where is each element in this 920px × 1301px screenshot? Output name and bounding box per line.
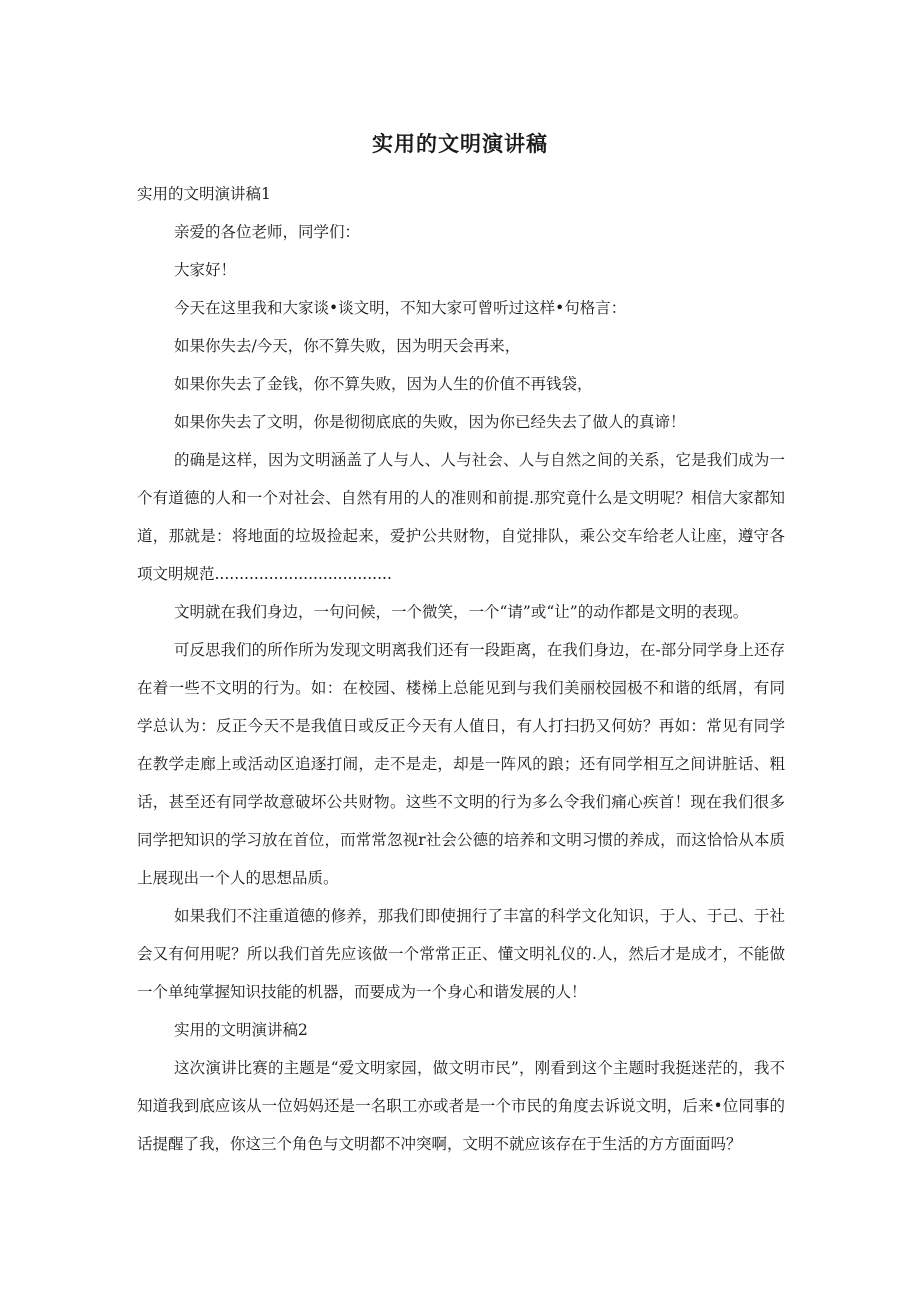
paragraph: 大家好！	[174, 261, 237, 279]
document-body	[137, 175, 785, 1163]
section-heading-1: 实用的文明演讲稿1	[137, 185, 271, 203]
paragraph: 的确是这样，因为文明涵盖了人与人、人与社会、人与自然之间的关系，它是我们成为一个有道德的人和一个对社会、自然有用的人的准则和前提.那究竟什么是文明呢？相信大家都知道，那就是：将地面的垃圾捡起来，爱护公共财物，自觉排队，乘公交车给老人让座，遵守各项文明规范....................................	[137, 451, 785, 583]
paragraph: 如果我们不注重道德的修养，那我们即使拥行了丰富的科学文化知识，于人、于己、于社会又有何用呢？所以我们首先应该做一个常常正正、懂文明礼仪的.人，然后才是成才，不能做一个单纯掌握知识技能的机器，而要成为一个身心和谐发展的人！	[137, 907, 785, 1001]
paragraph: 这次演讲比赛的主题是“爱文明家园，做文明市民”，刚看到这个主题时我挺迷茫的，我不知道我到底应该从一位妈妈还是一名职工亦或者是一个市民的角度去诉说文明，后来•位同事的话提醒了我，你这三个角色与文明都不冲突啊，文明不就应该存在于生活的方方面面吗？	[137, 1059, 785, 1153]
paragraph: 亲爱的各位老师，同学们：	[174, 223, 361, 241]
document-title: 实用的文明演讲稿	[372, 132, 548, 156]
paragraph: 今天在这里我和大家谈•谈文明，不知大家可曾听过这样•句格言：	[174, 299, 627, 317]
paragraph: 可反思我们的所作所为发现文明离我们还有一段距离，在我们身边，在-部分同学身上还存在着一些不文明的行为。如：在校园、楼梯上总能见到与我们美丽校园极不和谐的纸屑，有同学总认为：反正今天不是我值日或反正今天有人值日，有人打扫扔又何妨？再如：常见有同学在教学走廊上或活动区追逐打闹，走不是走，却是一阵风的踉；还有同学相互之间讲脏话、粗话，甚至还有同学故意破坏公共财物。这些不文明的行为多么令我们痛心疾首！现在我们很多同学把知识的学习放在首位，而常常忽视r社会公德的培养和文明习惯的养成，而这恰恰从本质上展现出一个人的思想品质。	[137, 641, 785, 887]
section-heading-2: 实用的文明演讲稿2	[174, 1021, 308, 1039]
paragraph: 如果你失去了文明，你是彻彻底底的失败，因为你已经失去了做人的真谛！	[174, 413, 686, 431]
paragraph: 如果你失去/今天，你不算失败，因为明天会再来，	[174, 337, 521, 355]
paragraph: 如果你失去了金钱，你不算失败，因为人生的价值不再钱袋，	[174, 375, 593, 393]
paragraph: 文明就在我们身边，一句问候，一个微笑，一个“请”或“让”的动作都是文明的表现。	[174, 603, 749, 621]
